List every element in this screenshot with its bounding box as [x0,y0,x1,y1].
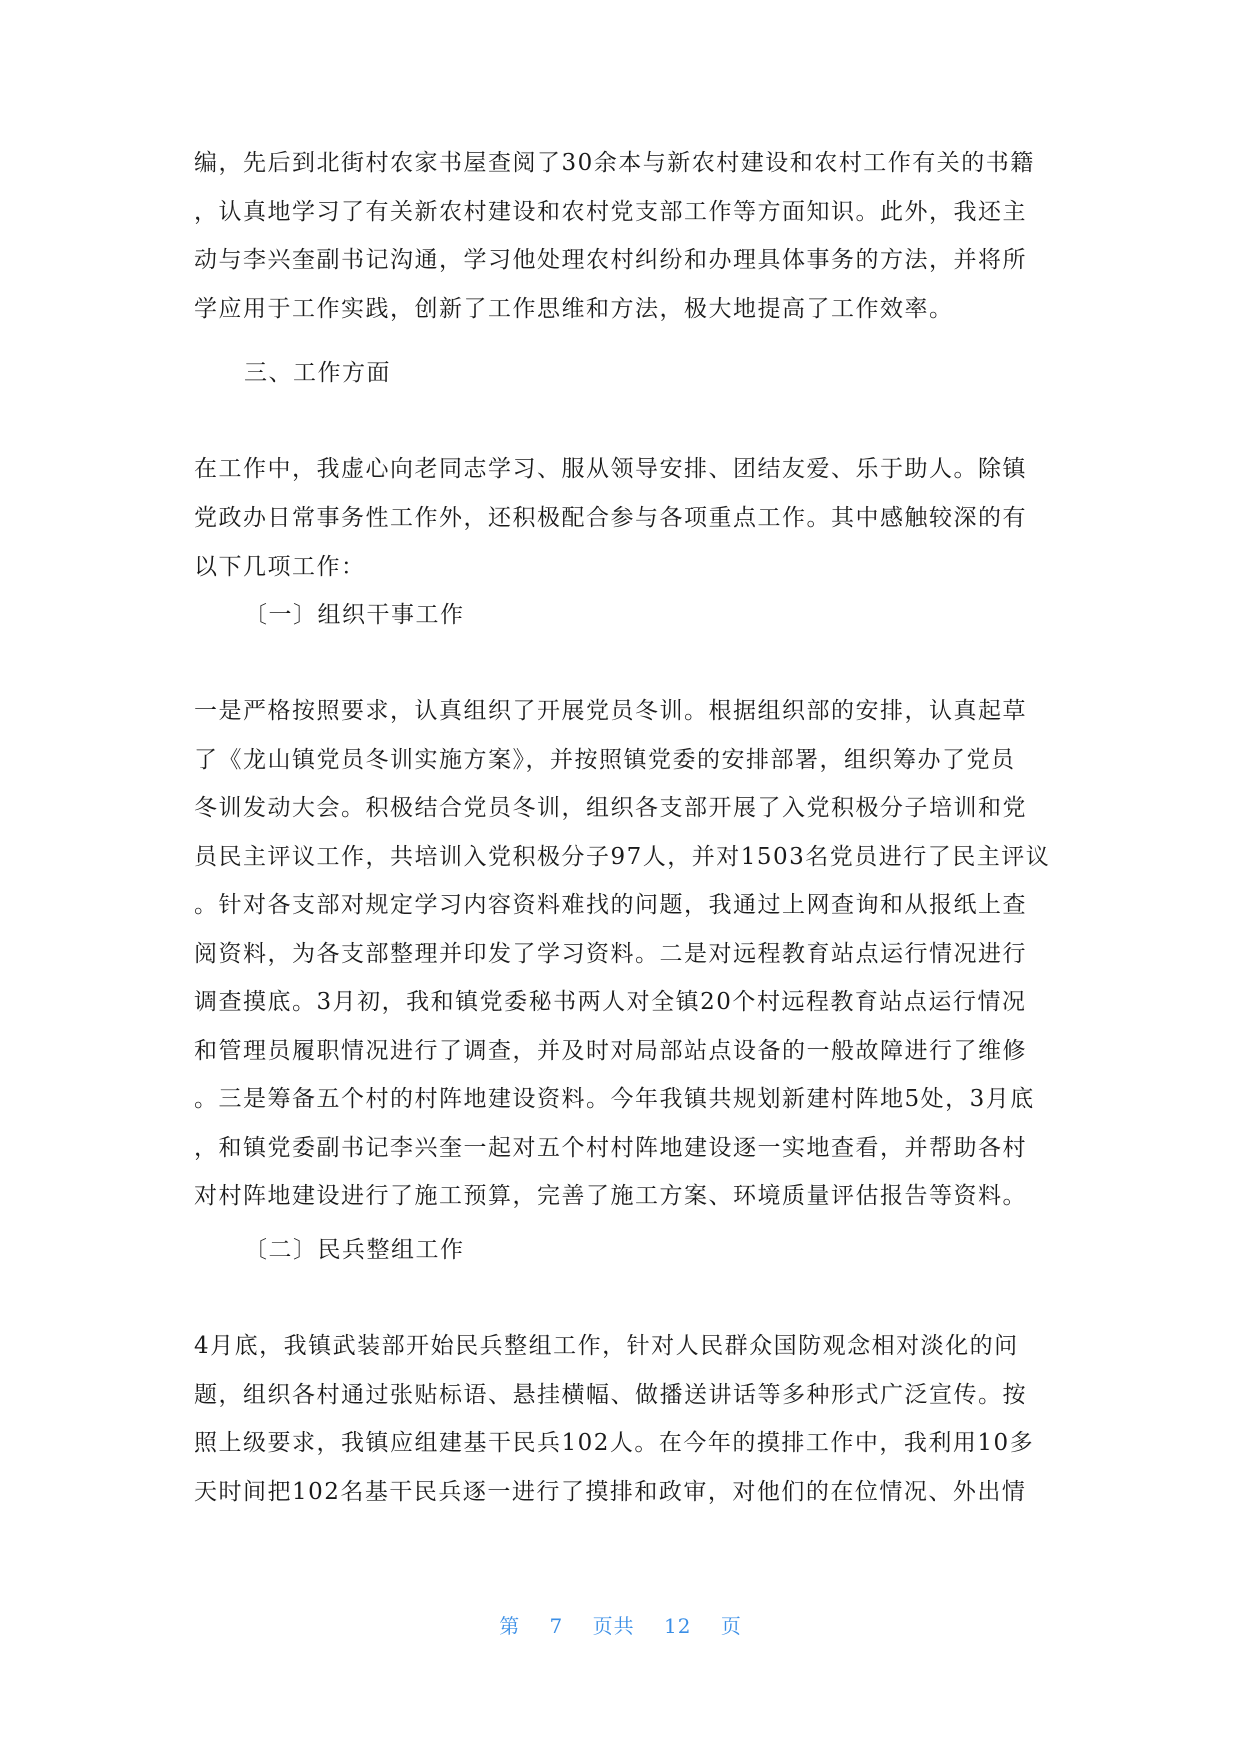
body-line: 编，先后到北街村农家书屋查阅了30余本与新农村建设和农村工作有关的书籍 [194,150,1035,176]
subsection-heading: 〔二〕民兵整组工作 [244,1237,465,1263]
body-line: 党政办日常事务性工作外，还积极配合参与各项重点工作。其中感触较深的有 [194,505,1027,531]
body-line: ，和镇党委副书记李兴奎一起对五个村村阵地建设逐一实地查看，并帮助各村 [194,1135,1027,1161]
footer-suffix: 页 [720,1614,742,1638]
total-page-count: 12 [664,1614,692,1638]
body-line: 学应用于工作实践，创新了工作思维和方法，极大地提高了工作效率。 [194,296,954,322]
body-line: 冬训发动大会。积极结合党员冬训，组织各支部开展了入党积极分子培训和党 [194,795,1027,821]
body-line: 以下几项工作： [194,554,366,580]
current-page-number: 7 [549,1614,564,1638]
body-line: 。针对各支部对规定学习内容资料难找的问题，我通过上网查询和从报纸上查 [194,892,1027,918]
body-line: 对村阵地建设进行了施工预算，完善了施工方案、环境质量评估报告等资料。 [194,1183,1027,1209]
body-line: ，认真地学习了有关新农村建设和农村党支部工作等方面知识。此外，我还主 [194,199,1027,225]
footer-prefix: 第 [499,1614,521,1638]
body-line: 4月底，我镇武装部开始民兵整组工作，针对人民群众国防观念相对淡化的问 [194,1333,1019,1359]
footer-middle: 页共 [592,1614,635,1638]
body-line: 。三是筹备五个村的村阵地建设资料。今年我镇共规划新建村阵地5处，3月底 [194,1086,1035,1112]
body-line: 在工作中，我虚心向老同志学习、服从领导安排、团结友爱、乐于助人。除镇 [194,456,1027,482]
body-line: 员民主评议工作，共培训入党积极分子97人，并对1503名党员进行了民主评议 [194,844,1051,870]
section-heading: 三、工作方面 [244,360,391,386]
body-line: 阅资料，为各支部整理并印发了学习资料。二是对远程教育站点运行情况进行 [194,941,1027,967]
body-line: 一是严格按照要求，认真组织了开展党员冬训。根据组织部的安排，认真起草 [194,698,1027,724]
body-line: 题，组织各村通过张贴标语、悬挂横幅、做播送讲话等多种形式广泛宣传。按 [194,1382,1027,1408]
page-footer [0,1610,1241,1639]
subsection-heading: 〔一〕组织干事工作 [244,602,465,628]
body-line: 调查摸底。3月初，我和镇党委秘书两人对全镇20个村远程教育站点运行情况 [194,989,1027,1015]
body-line: 动与李兴奎副书记沟通，学习他处理农村纠纷和办理具体事务的方法，并将所 [194,247,1027,273]
body-line: 和管理员履职情况进行了调查，并及时对局部站点设备的一般故障进行了维修 [194,1038,1027,1064]
body-line: 照上级要求，我镇应组建基干民兵102人。在今年的摸排工作中，我利用10多 [194,1430,1035,1456]
body-line: 了《龙山镇党员冬训实施方案》，并按照镇党委的安排部署，组织筹办了党员 [194,747,1016,773]
body-line: 天时间把102名基干民兵逐一进行了摸排和政审，对他们的在位情况、外出情 [194,1479,1027,1505]
